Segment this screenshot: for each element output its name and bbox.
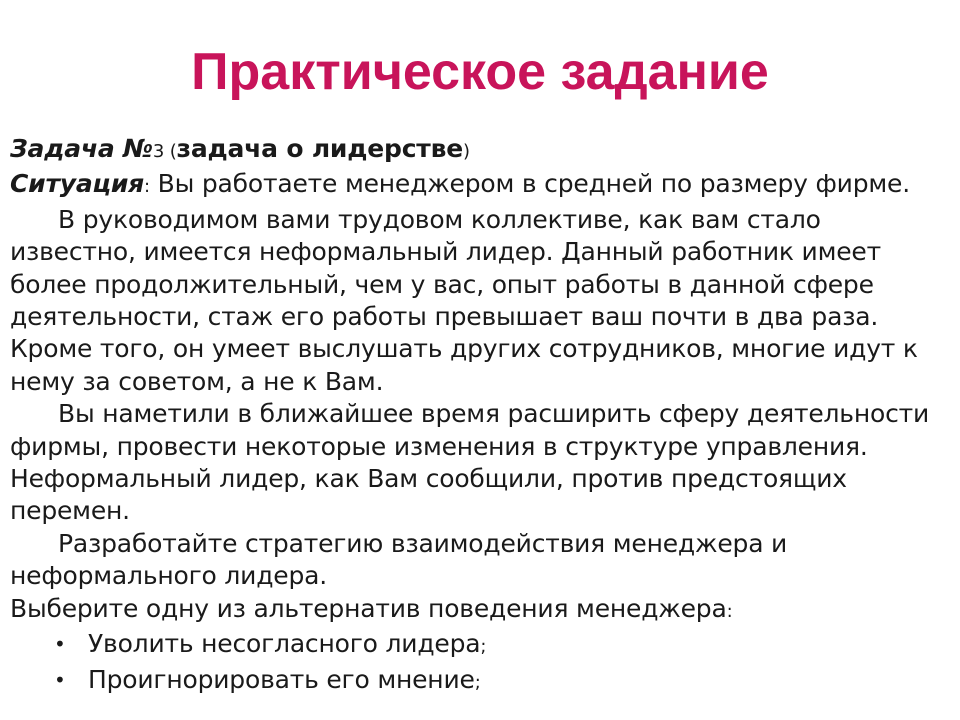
paragraph-informal-leader: В руководимом вами трудовом коллективе, как вам стало известно, имеется неформальный лидер. Данный работник имеет более продолжительный, чем у вас, опыт работы в данной сфере деятельности, стаж его работы превышает ваш почти в два раза. Кроме того, он умеет выслушать других сотрудников, многие идут к нему за советом, а не к Вам. <box>10 204 918 396</box>
choose-instruction <box>10 593 950 628</box>
situation-colon: : <box>144 176 150 198</box>
option-text: Проигнорировать его мнение <box>88 664 475 694</box>
choose-colon: : <box>726 600 733 622</box>
task-number: 3 <box>152 141 165 162</box>
situation-label: Ситуация <box>10 169 145 199</box>
list-item <box>10 664 950 699</box>
option-punct: ; <box>474 671 481 693</box>
bullet-icon: • <box>54 667 66 692</box>
task-content <box>10 133 950 699</box>
situation-text: Вы работаете менеджером в средней по размеру фирме. <box>149 169 910 199</box>
bullet-icon: • <box>54 632 66 657</box>
task-label: Задача № <box>10 134 153 163</box>
task-paren-close: ) <box>462 141 470 162</box>
option-text: Уволить несогласного лидера <box>88 629 481 659</box>
options-list <box>10 628 950 699</box>
situation <box>10 168 950 203</box>
list-item <box>10 628 950 663</box>
paragraph-planned-changes: Вы наметили в ближайшее время расширить сферу деятельности фирмы, провести некоторые изменения в структуре управления. Неформальный лидер, как Вам сообщили, против предстоящих перемен. <box>10 399 930 526</box>
paragraph-strategy: Разработайте стратегию взаимодействия менеджера и неформального лидера. <box>10 528 788 591</box>
task-heading <box>10 133 950 168</box>
page-title: Практическое задание <box>191 43 769 101</box>
choose-text: Выберите одну из альтернатив поведения менеджера <box>10 593 727 623</box>
task-name: задача о лидерстве <box>176 134 463 163</box>
task-paren-open: ( <box>164 141 177 162</box>
option-punct: ; <box>480 636 487 658</box>
